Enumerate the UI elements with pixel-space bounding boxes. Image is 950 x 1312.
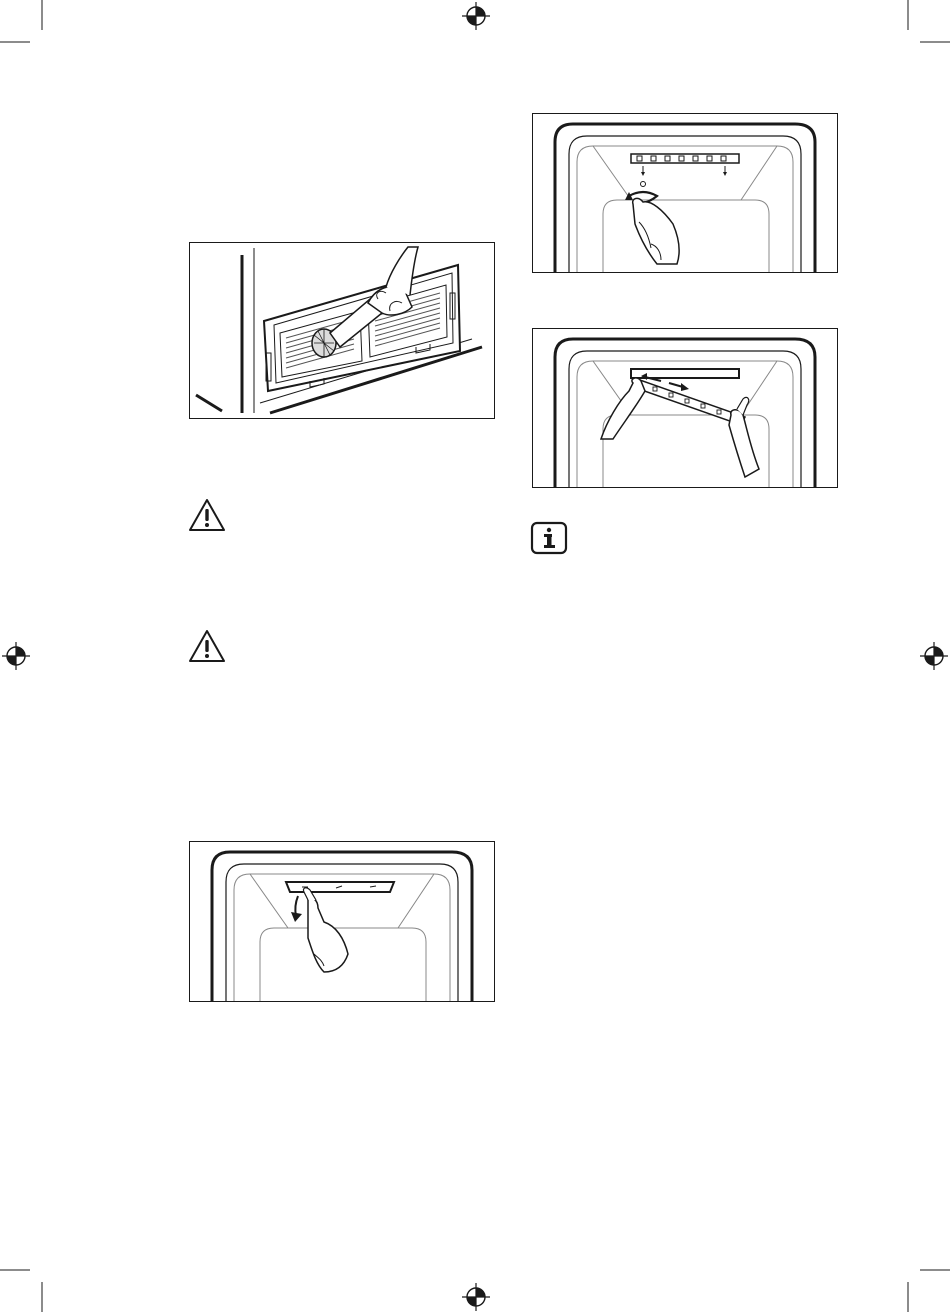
vacuum-brush-on-filter-illustration [190, 243, 494, 418]
crop-mark-top-left [0, 0, 50, 50]
warning-triangle-icon [187, 497, 227, 533]
figure-led-strip-replace [532, 328, 838, 488]
crop-mark-bottom-right [900, 1262, 950, 1312]
figure-light-cover-remove [189, 841, 495, 1002]
warning-triangle-icon [187, 628, 227, 664]
info-icon [530, 521, 568, 555]
registration-mark-left [2, 642, 30, 670]
crop-mark-top-right [900, 0, 950, 50]
registration-mark-bottom [462, 1283, 490, 1311]
hand-pulling-light-cover-illustration [190, 842, 494, 1001]
figure-light-screws [532, 113, 838, 273]
hands-replacing-led-strip-illustration [533, 329, 837, 487]
registration-mark-right [920, 642, 948, 670]
registration-mark-top [462, 2, 490, 30]
figure-filter-cleaning [189, 242, 495, 419]
hand-unscrewing-light-illustration [533, 114, 837, 272]
crop-mark-bottom-left [0, 1262, 50, 1312]
